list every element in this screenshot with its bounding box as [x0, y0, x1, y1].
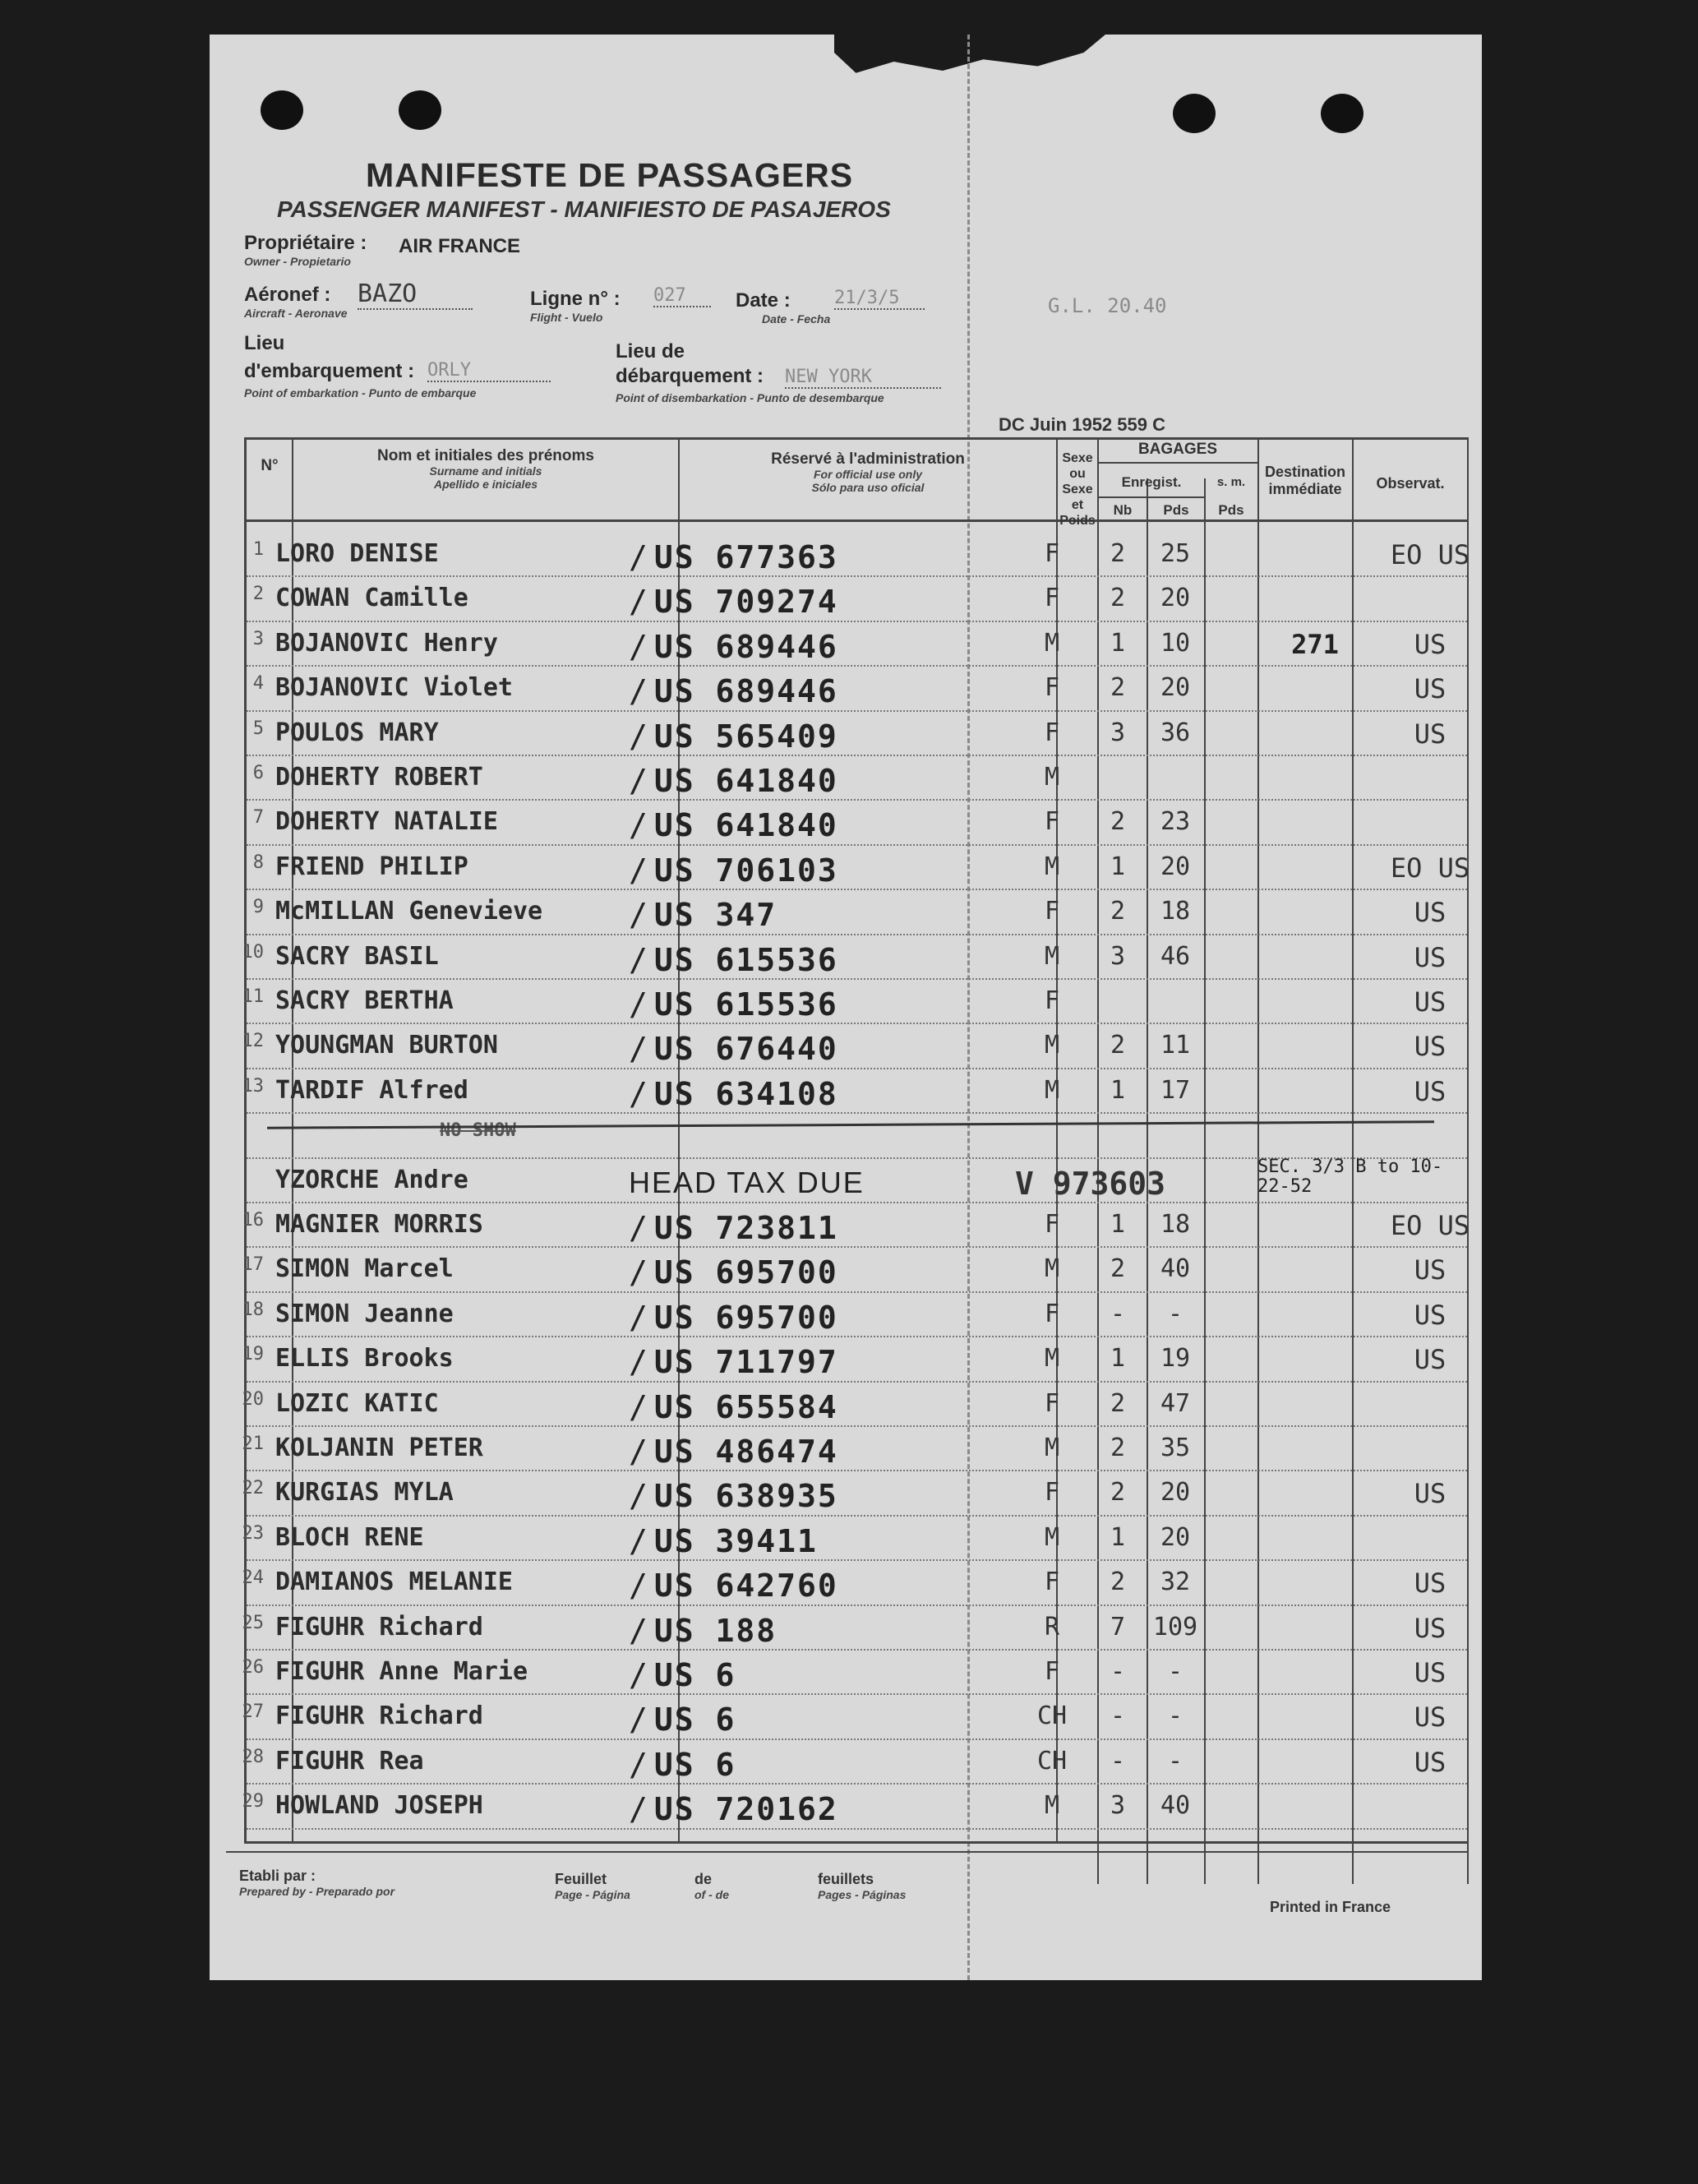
- embark-sublabel: Point of embarkation - Punto de embarque: [244, 386, 477, 399]
- table-row: [226, 1652, 1475, 1697]
- destination-value: SEC. 3/3 B to 10-22-52: [1257, 1156, 1443, 1197]
- baggage-count: 1: [1110, 1210, 1126, 1239]
- observation-value: US: [1414, 1299, 1447, 1331]
- sex-value: F: [1044, 1657, 1060, 1686]
- admin-reference: HEAD TAX DUE: [629, 1165, 865, 1199]
- row-number: 26: [242, 1657, 264, 1678]
- page-of-label: de: [694, 1871, 713, 1887]
- row-number: 7: [252, 807, 264, 829]
- baggage-weight: 46: [1160, 941, 1191, 971]
- col-header-name-label: Nom et initiales des prénoms: [377, 447, 594, 464]
- observation-value: US: [1414, 1701, 1447, 1734]
- baggage-weight: 20: [1160, 1478, 1191, 1508]
- form-code: DC Juin 1952 559 C: [999, 414, 1165, 435]
- page-of-sub: of - de: [694, 1888, 729, 1901]
- punch-hole: [399, 90, 441, 130]
- table-row: [226, 1473, 1475, 1517]
- row-number: 9: [252, 897, 264, 918]
- sex-value: M: [1044, 941, 1060, 971]
- baggage-weight: 20: [1160, 852, 1191, 881]
- table-row: [226, 1071, 1475, 1115]
- baggage-weight: -: [1167, 1746, 1184, 1775]
- sex-value: F: [1044, 807, 1060, 837]
- row-number: 27: [242, 1701, 264, 1723]
- row-number: 22: [242, 1478, 264, 1499]
- baggage-count: 3: [1110, 718, 1126, 747]
- table-row: [226, 1156, 1475, 1205]
- observation-value: EO US: [1390, 539, 1470, 570]
- col-header-admin-sub: For official use only: [814, 468, 922, 481]
- baggage-count: 2: [1110, 1254, 1126, 1284]
- passenger-name: DOHERTY NATALIE: [275, 807, 498, 837]
- flight-value: 027: [653, 285, 711, 307]
- admin-reference: / US 638935: [629, 1478, 838, 1514]
- baggage-weight: 35: [1160, 1434, 1191, 1462]
- table-row: [226, 847, 1475, 892]
- baggage-weight: 40: [1160, 1791, 1191, 1821]
- baggage-count: -: [1110, 1299, 1126, 1328]
- row-number: 16: [242, 1210, 264, 1231]
- admin-reference: / US 641840: [629, 763, 838, 799]
- flight-label: Ligne n° :: [530, 288, 621, 310]
- admin-reference: / US 695700: [629, 1254, 838, 1291]
- admin-reference: / US 695700: [629, 1300, 838, 1336]
- table-row: [226, 1249, 1475, 1294]
- baggage-count: 2: [1110, 1434, 1126, 1462]
- baggage-weight: 109: [1152, 1612, 1198, 1641]
- row-number: 6: [252, 763, 264, 783]
- table-row: [226, 1742, 1475, 1786]
- sex-value: CH: [1036, 1701, 1068, 1731]
- baggage-count: 1: [1110, 852, 1126, 881]
- page-title: MANIFESTE DE PASSAGERS: [366, 156, 854, 194]
- row-number: 17: [242, 1254, 264, 1276]
- baggage-count: 3: [1110, 1791, 1126, 1821]
- table-row: [226, 1339, 1475, 1383]
- embark-value: ORLY: [427, 360, 551, 382]
- col-header-registered: Enregist.: [1121, 474, 1182, 490]
- passenger-name: McMILLAN Genevieve: [275, 897, 543, 926]
- observation-value: EO US: [1390, 852, 1470, 884]
- table-row: [226, 1608, 1475, 1652]
- date-value: 21/3/5: [834, 288, 925, 310]
- baggage-weight: 11: [1160, 1031, 1191, 1060]
- observation-value: US: [1414, 718, 1447, 750]
- sex-value: CH: [1036, 1746, 1068, 1775]
- aircraft-label: Aéronef :: [244, 284, 331, 306]
- passenger-name: YOUNGMAN BURTON: [275, 1031, 498, 1060]
- baggage-weight: 40: [1160, 1254, 1191, 1284]
- admin-reference: / US 6: [629, 1747, 736, 1783]
- baggage-count: 1: [1110, 1075, 1126, 1105]
- footer-divider: [226, 1851, 1467, 1853]
- baggage-count: 2: [1110, 1568, 1126, 1597]
- observation-value: US: [1414, 897, 1447, 929]
- col-header-name-sub: Surname and initials: [429, 464, 542, 478]
- admin-reference: / US 642760: [629, 1568, 838, 1604]
- baggage-count: -: [1110, 1701, 1126, 1731]
- sex-value: F: [1044, 673, 1060, 703]
- passenger-name: FIGUHR Anne Marie: [275, 1657, 528, 1686]
- col-header-pds: Pds: [1163, 502, 1189, 518]
- table-top-border: [244, 437, 1469, 440]
- row-number: 2: [252, 584, 264, 605]
- passenger-name: SACRY BERTHA: [275, 986, 454, 1015]
- page-total-sub: Pages - Páginas: [818, 1888, 907, 1901]
- passenger-name: MAGNIER MORRIS: [275, 1210, 483, 1239]
- table-row: [226, 1295, 1475, 1339]
- admin-reference: / US 347: [629, 897, 777, 933]
- date-label: Date :: [736, 289, 791, 312]
- admin-reference: / US 6: [629, 1701, 736, 1738]
- baggage-count: -: [1110, 1746, 1126, 1775]
- disembark-value: NEW YORK: [785, 367, 941, 389]
- sex-value: V 973603: [1015, 1165, 1166, 1202]
- sex-value: F: [1044, 1388, 1060, 1418]
- page-number: [555, 1871, 630, 1901]
- baggage-weight: 36: [1160, 718, 1191, 747]
- admin-reference: / US 615536: [629, 942, 838, 978]
- table-row: [226, 1697, 1475, 1741]
- page-total-label: feuillets: [818, 1871, 874, 1887]
- observation-value: US: [1414, 986, 1447, 1018]
- table-row: [226, 892, 1475, 936]
- passenger-name: BOJANOVIC Violet: [275, 673, 513, 703]
- prepared-by: [239, 1868, 395, 1898]
- admin-reference: / US 188: [629, 1613, 777, 1649]
- embark-label-line2: d'embarquement :: [244, 360, 415, 382]
- table-row: [226, 1205, 1475, 1249]
- row-number: 23: [242, 1522, 264, 1544]
- page-of: [694, 1871, 729, 1901]
- sex-value: R: [1044, 1612, 1060, 1641]
- sex-value: M: [1044, 1254, 1060, 1284]
- baggage-count: 1: [1110, 1522, 1126, 1552]
- row-number: 5: [252, 718, 264, 739]
- table-row: [226, 981, 1475, 1026]
- table-row: [226, 1384, 1475, 1429]
- passenger-name: HOWLAND JOSEPH: [275, 1791, 483, 1821]
- admin-reference: / US 676440: [629, 1031, 838, 1067]
- baggage-count: 7: [1110, 1612, 1126, 1641]
- passenger-name: COWAN Camille: [275, 584, 468, 613]
- passenger-name: LORO DENISE: [275, 539, 439, 568]
- col-header-admin-sub2: Sólo para uso oficial: [811, 481, 925, 494]
- col-header-baggage: BAGAGES: [1137, 441, 1218, 458]
- embark-label-line1: Lieu: [244, 332, 285, 354]
- prepared-by-label: Etabli par :: [239, 1868, 316, 1884]
- passenger-name: SIMON Jeanne: [275, 1299, 454, 1328]
- disembark-label-line1: Lieu de: [616, 340, 685, 362]
- table-row: [226, 534, 1475, 579]
- admin-reference: / US 486474: [629, 1434, 838, 1470]
- sex-value: F: [1044, 1478, 1060, 1508]
- row-number: 18: [242, 1299, 264, 1320]
- admin-reference: / US 641840: [629, 807, 838, 843]
- printed-in-france: Printed in France: [1270, 1899, 1391, 1915]
- table-row: [226, 1429, 1475, 1473]
- torn-edge: [834, 35, 1105, 80]
- baggage-weight: 18: [1160, 897, 1191, 926]
- page-number-sub: Page - Página: [555, 1888, 630, 1901]
- table-row: [226, 1518, 1475, 1563]
- col-header-sm: s. m.: [1216, 475, 1246, 489]
- sex-value: F: [1044, 718, 1060, 747]
- baggage-weight: 20: [1160, 673, 1191, 703]
- baggage-count: 1: [1110, 628, 1126, 658]
- baggage-weight: -: [1167, 1701, 1184, 1731]
- sex-value: F: [1044, 539, 1060, 568]
- row-number: 24: [242, 1568, 264, 1589]
- sex-value: M: [1044, 1791, 1060, 1821]
- baggage-count: 2: [1110, 673, 1126, 703]
- observation-value: US: [1414, 1568, 1447, 1600]
- row-number: 13: [242, 1075, 264, 1097]
- page-subtitle: PASSENGER MANIFEST - MANIFIESTO DE PASAJEROS: [277, 196, 891, 222]
- admin-reference: / US 720162: [629, 1791, 838, 1827]
- sex-value: F: [1044, 897, 1060, 926]
- passenger-name: KURGIAS MYLA: [275, 1478, 454, 1508]
- observation-value: US: [1414, 1612, 1447, 1644]
- passenger-name: POULOS MARY: [275, 718, 439, 747]
- baggage-weight: 47: [1160, 1388, 1191, 1418]
- admin-reference: / US 39411: [629, 1523, 818, 1559]
- passenger-name: FIGUHR Rea: [275, 1746, 424, 1775]
- admin-reference: / US 565409: [629, 718, 838, 755]
- table-header-border: [244, 519, 1469, 522]
- observation-value: US: [1414, 1657, 1447, 1688]
- passenger-name: FRIEND PHILIP: [275, 852, 468, 881]
- observation-value: US: [1414, 1746, 1447, 1778]
- col-header-destination: Destination immédiate: [1264, 464, 1345, 497]
- sex-value: F: [1044, 1210, 1060, 1239]
- baggage-divider: [1097, 462, 1257, 464]
- sex-value: M: [1044, 1075, 1060, 1105]
- observation-value: US: [1414, 1254, 1447, 1286]
- baggage-count: 1: [1110, 1344, 1126, 1374]
- passenger-name: YZORCHE Andre: [275, 1165, 468, 1194]
- sex-value: F: [1044, 986, 1060, 1015]
- admin-reference: / US 655584: [629, 1389, 838, 1425]
- row-number: 3: [252, 628, 264, 649]
- admin-reference: / US 677363: [629, 539, 838, 575]
- passenger-name: BLOCH RENE: [275, 1522, 424, 1552]
- baggage-count: 2: [1110, 897, 1126, 926]
- observation-value: EO US: [1390, 1210, 1470, 1241]
- baggage-divider: [1097, 496, 1204, 498]
- admin-reference: / US 706103: [629, 852, 838, 889]
- baggage-count: 2: [1110, 1478, 1126, 1508]
- passenger-name: KOLJANIN PETER: [275, 1434, 483, 1462]
- col-header-no: N°: [261, 457, 279, 474]
- row-number: 10: [242, 941, 264, 963]
- table-row: [226, 668, 1475, 713]
- admin-reference: / US 6: [629, 1657, 736, 1693]
- flight-sublabel: Flight - Vuelo: [530, 311, 603, 324]
- date-sublabel: Date - Fecha: [762, 312, 831, 326]
- row-number: 4: [252, 673, 264, 695]
- sex-value: F: [1044, 1568, 1060, 1597]
- baggage-weight: 32: [1160, 1568, 1191, 1597]
- sex-value: M: [1044, 1031, 1060, 1060]
- observation-value: US: [1414, 1031, 1447, 1063]
- passenger-name: SACRY BASIL: [275, 941, 439, 971]
- owner-sublabel: Owner - Propietario: [244, 255, 351, 268]
- passenger-name: ELLIS Brooks: [275, 1344, 454, 1374]
- baggage-count: 3: [1110, 941, 1126, 971]
- row-number: 1: [252, 539, 264, 560]
- row-number: 21: [242, 1434, 264, 1454]
- baggage-weight: 20: [1160, 1522, 1191, 1552]
- disembark-label-line2: débarquement :: [616, 365, 764, 387]
- baggage-count: 2: [1110, 807, 1126, 837]
- sex-value: M: [1044, 628, 1060, 658]
- disembark-sublabel: Point of disembarkation - Punto de desembarque: [616, 391, 884, 404]
- sex-value: M: [1044, 1344, 1060, 1374]
- baggage-weight: 25: [1160, 539, 1191, 568]
- manifest-page: [210, 35, 1482, 1980]
- table-row: [226, 579, 1475, 623]
- page-number-label: Feuillet: [555, 1871, 607, 1887]
- admin-reference: / US 723811: [629, 1210, 838, 1246]
- passenger-name: FIGUHR Richard: [275, 1701, 483, 1731]
- passenger-name: SIMON Marcel: [275, 1254, 454, 1284]
- col-header-admin-label: Réservé à l'administration: [771, 450, 965, 468]
- baggage-weight: 20: [1160, 584, 1191, 613]
- admin-reference: / US 689446: [629, 629, 838, 665]
- table-row: [226, 802, 1475, 847]
- row-number: 25: [242, 1612, 264, 1633]
- col-header-sex: Sexe ou Sexe et Poids: [1059, 451, 1096, 528]
- row-number: 12: [242, 1031, 264, 1052]
- prepared-by-sub: Prepared by - Preparado por: [239, 1885, 395, 1898]
- row-number: 29: [242, 1791, 264, 1812]
- passenger-name: DOHERTY ROBERT: [275, 763, 483, 792]
- aircraft-value: BAZO: [358, 279, 473, 310]
- row-number: 19: [242, 1344, 264, 1365]
- baggage-count: -: [1110, 1657, 1126, 1686]
- sex-value: M: [1044, 1434, 1060, 1462]
- punch-hole: [261, 90, 303, 130]
- sex-value: F: [1044, 584, 1060, 613]
- table-row: [226, 937, 1475, 981]
- row-number: 8: [252, 852, 264, 873]
- baggage-count: 2: [1110, 539, 1126, 568]
- observation-value: US: [1414, 941, 1447, 973]
- sex-value: M: [1044, 852, 1060, 881]
- passenger-name: LOZIC KATIC: [275, 1388, 439, 1418]
- table-row: [226, 1563, 1475, 1607]
- table-bottom-border: [244, 1841, 1469, 1844]
- table-row: [226, 758, 1475, 802]
- table-row: [226, 713, 1475, 758]
- col-header-name: [295, 447, 676, 491]
- col-header-name-sub2: Apellido e iniciales: [433, 478, 538, 491]
- observation-value: US: [1414, 1478, 1447, 1510]
- baggage-weight: 17: [1160, 1075, 1191, 1105]
- sex-value: F: [1044, 1299, 1060, 1328]
- baggage-weight: 19: [1160, 1344, 1191, 1374]
- aircraft-sublabel: Aircraft - Aeronave: [244, 307, 348, 320]
- table-row: [226, 1026, 1475, 1070]
- baggage-count: 2: [1110, 584, 1126, 613]
- baggage-weight: 23: [1160, 807, 1191, 837]
- passenger-name: TARDIF Alfred: [275, 1075, 468, 1105]
- admin-reference: / US 689446: [629, 673, 838, 709]
- baggage-weight: 10: [1160, 628, 1191, 658]
- admin-reference: / US 709274: [629, 584, 838, 620]
- col-header-observ: Observat.: [1376, 475, 1445, 492]
- punch-hole: [1173, 94, 1216, 133]
- sex-value: M: [1044, 763, 1060, 792]
- table-row: [226, 1786, 1475, 1831]
- col-header-sm-pds: Pds: [1218, 502, 1244, 518]
- passenger-name: FIGUHR Richard: [275, 1612, 483, 1641]
- admin-reference: / US 634108: [629, 1076, 838, 1112]
- passenger-name: BOJANOVIC Henry: [275, 628, 498, 658]
- baggage-count: 2: [1110, 1388, 1126, 1418]
- baggage-weight: 18: [1160, 1210, 1191, 1239]
- baggage-weight: -: [1167, 1657, 1184, 1686]
- passenger-name: NO SHOW: [440, 1120, 516, 1142]
- row-number: 28: [242, 1746, 264, 1767]
- col-header-nb: Nb: [1113, 502, 1133, 518]
- punch-hole: [1321, 94, 1363, 133]
- owner-label: Propriétaire :: [244, 232, 367, 254]
- observation-value: US: [1414, 1075, 1447, 1107]
- observation-value: US: [1414, 1344, 1447, 1376]
- admin-reference: / US 615536: [629, 986, 838, 1023]
- baggage-weight: -: [1167, 1299, 1184, 1328]
- col-header-admin: [681, 450, 1054, 494]
- row-number: 20: [242, 1388, 264, 1410]
- owner-value: AIR FRANCE: [399, 235, 520, 257]
- row-number: 11: [242, 986, 264, 1007]
- destination-value: 271: [1291, 628, 1339, 660]
- observation-value: US: [1414, 673, 1447, 705]
- baggage-count: 2: [1110, 1031, 1126, 1060]
- admin-reference: / US 711797: [629, 1344, 838, 1380]
- table-row: [226, 624, 1475, 668]
- passenger-name: DAMIANOS MELANIE: [275, 1568, 513, 1597]
- page-total: [818, 1871, 906, 1901]
- observation-value: US: [1414, 628, 1447, 660]
- sex-value: M: [1044, 1522, 1060, 1552]
- stamp-text: G.L. 20.40: [1048, 294, 1167, 317]
